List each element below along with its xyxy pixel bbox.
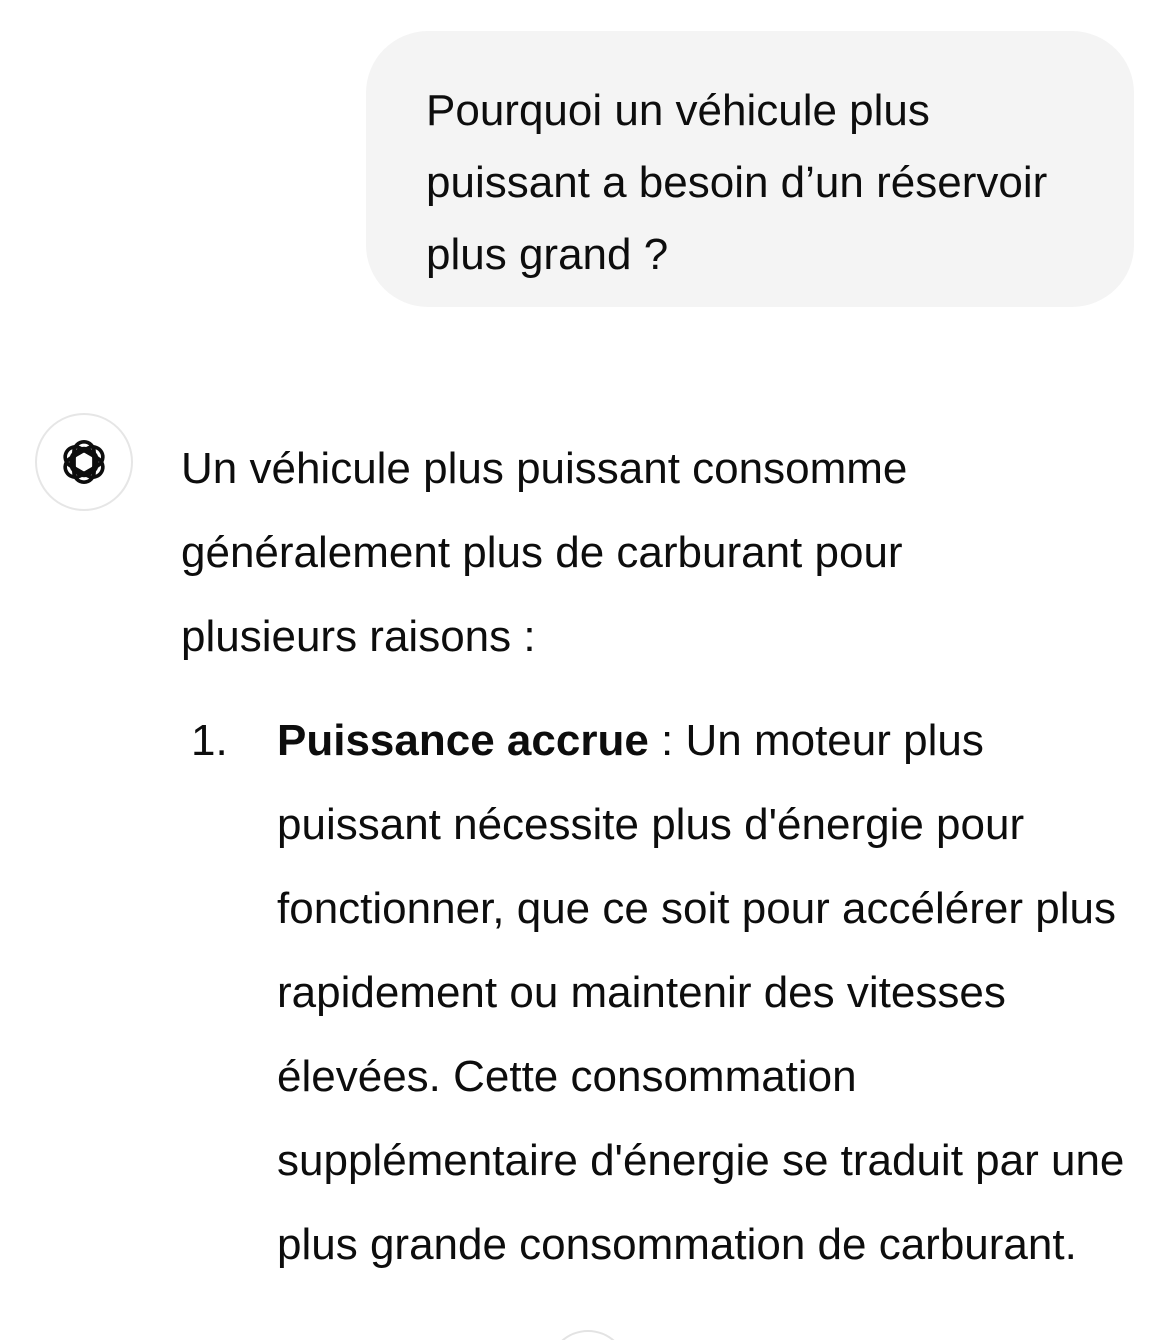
scroll-to-bottom-button[interactable] <box>548 1330 628 1340</box>
user-message-text: Pourquoi un véhicule plus puissant a besoin d’un réservoir plus grand ? <box>426 86 1048 279</box>
assistant-message <box>181 427 1141 1287</box>
list-item-text <box>277 699 1147 1287</box>
list-item <box>181 699 1141 1287</box>
assistant-avatar <box>35 413 133 511</box>
assistant-intro: Un véhicule plus puissant consomme généralement plus de carburant pour plusieurs raisons : <box>181 444 908 661</box>
list-item-body: : Un moteur plus puissant nécessite plus d'énergie pour fonctionner, que ce soit pour accélérer plus rapidement ou maintenir des vitesses élevées. Cette consommation supplémentaire d'énergie se traduit par une plus grande consommation de carburant. <box>277 716 1125 1269</box>
list-item-number: 1. <box>191 716 228 765</box>
list-item-title: Puissance accrue <box>277 716 649 765</box>
user-message-bubble <box>366 31 1134 307</box>
openai-logo-icon <box>56 434 112 490</box>
